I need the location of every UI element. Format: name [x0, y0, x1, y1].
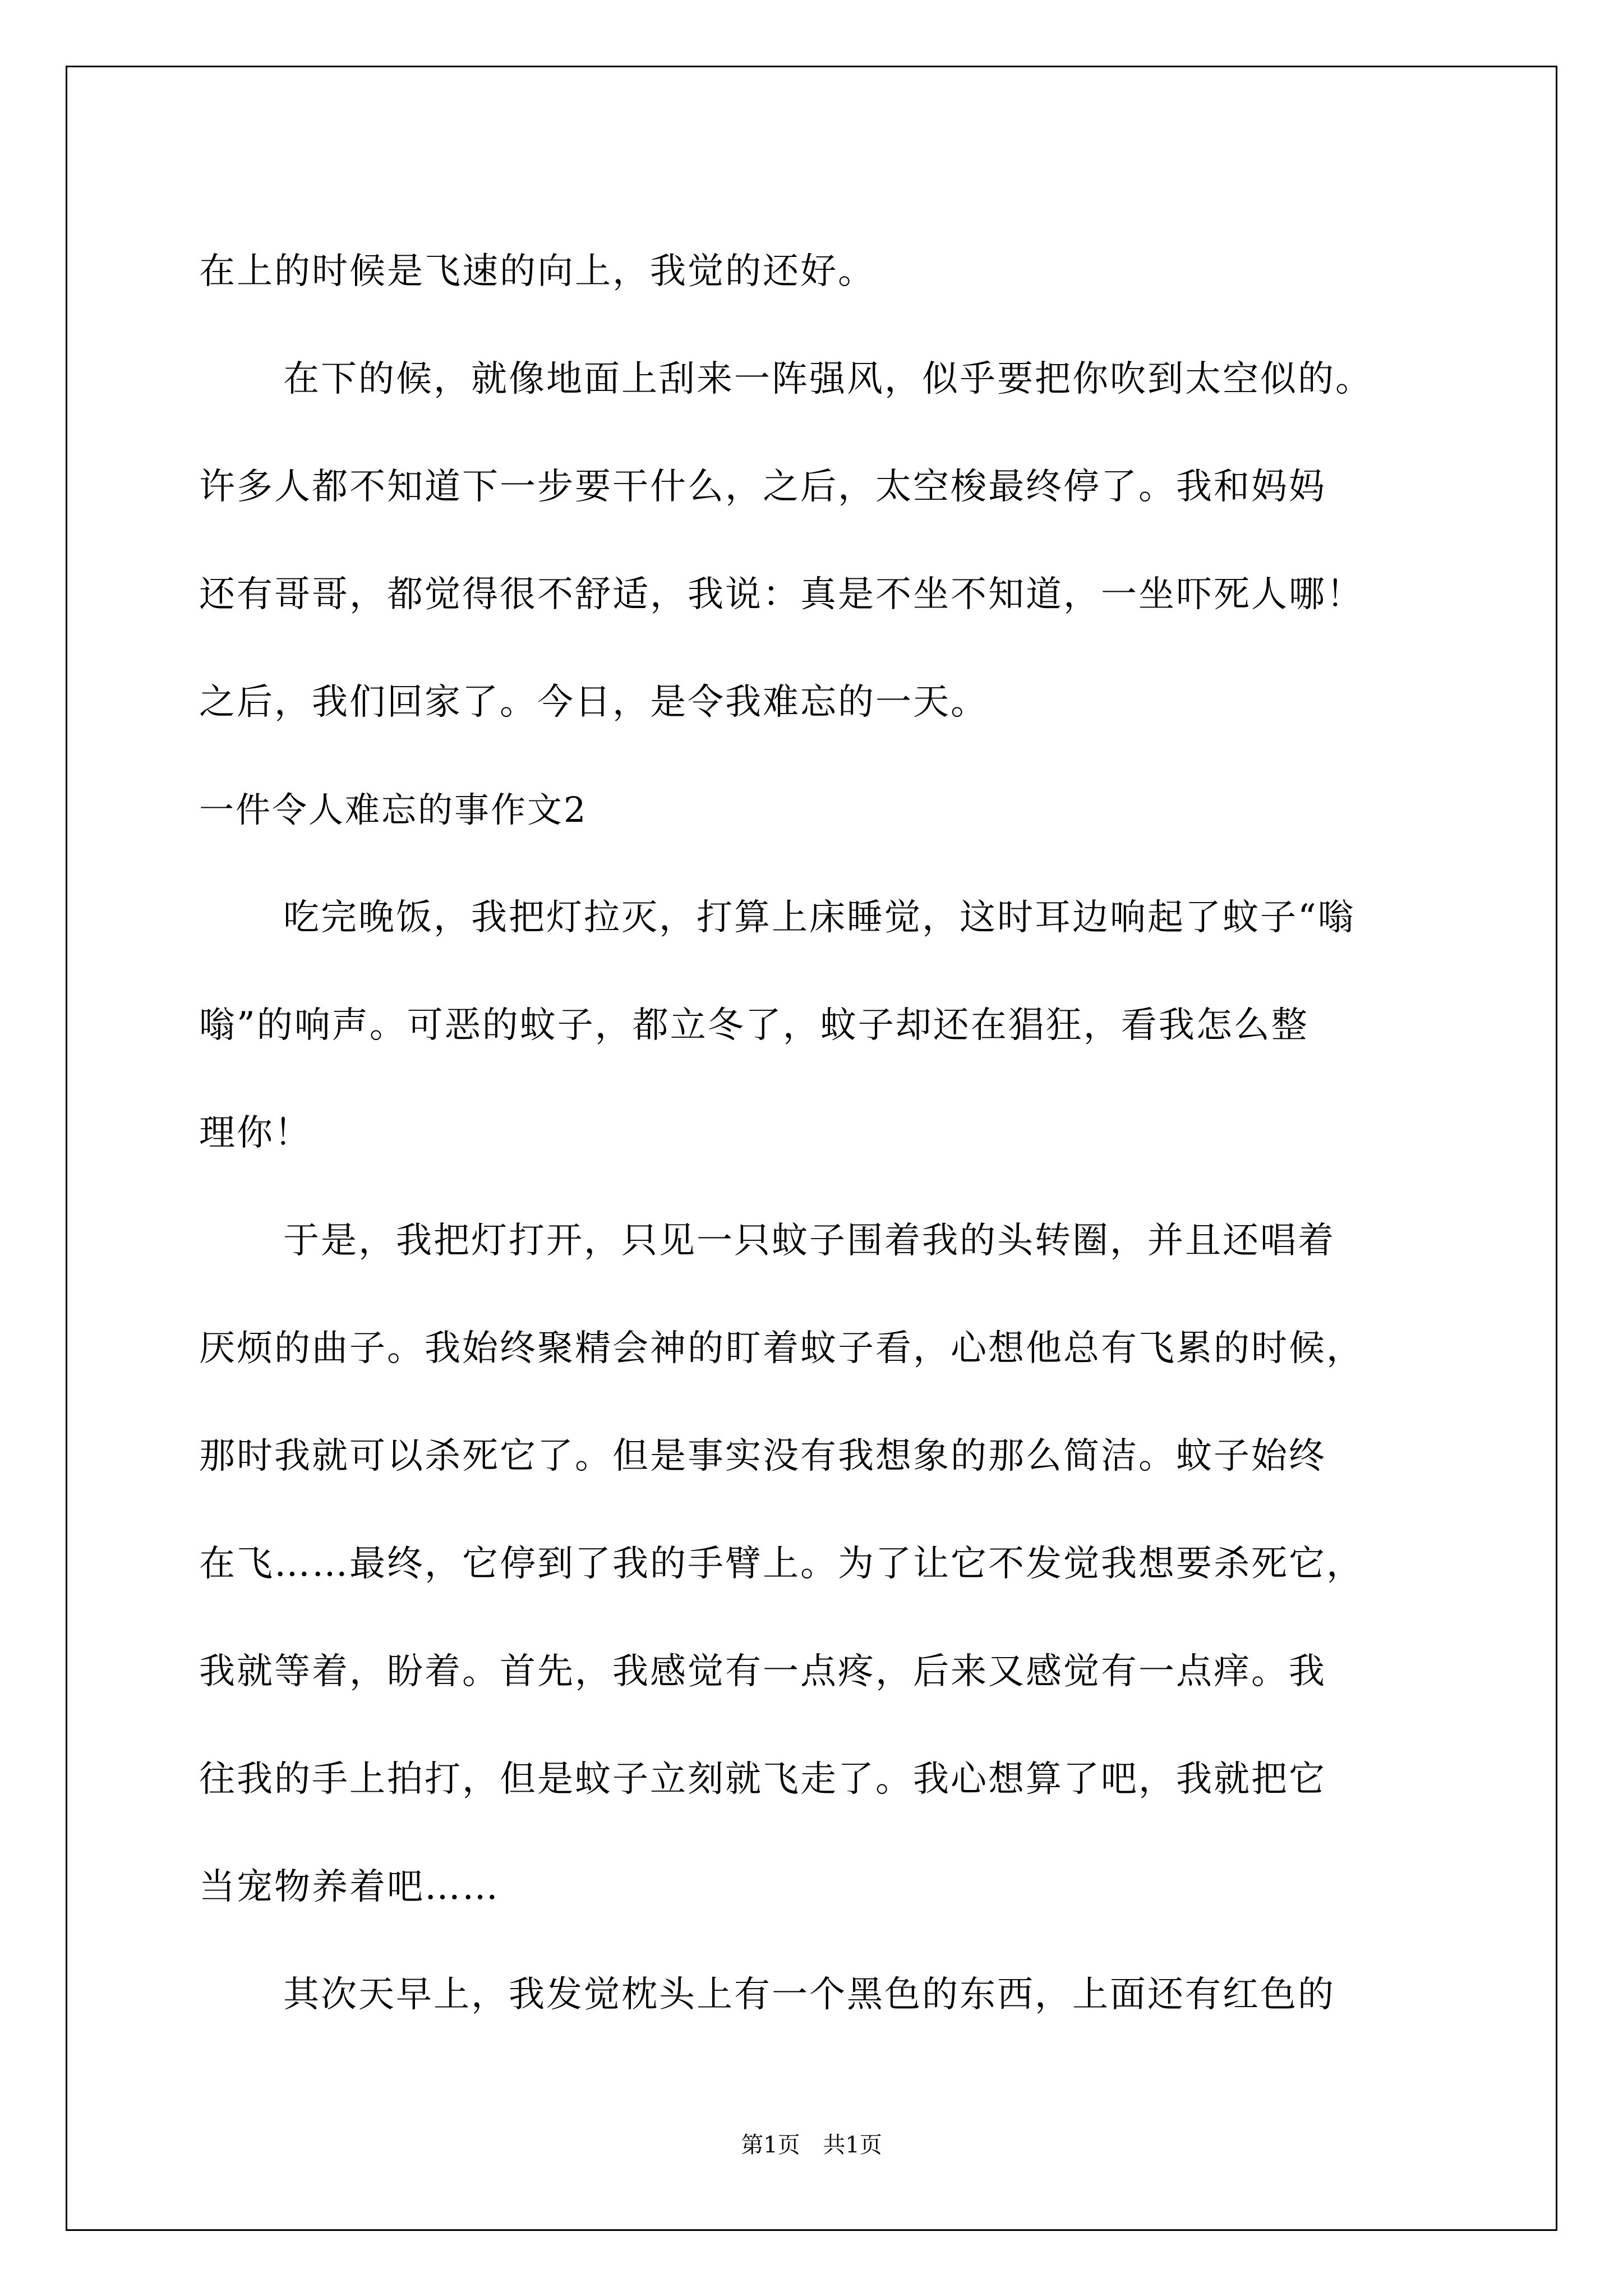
section-heading: 一件令人难忘的事作文2: [199, 789, 588, 830]
page-footer: [0, 2132, 1623, 2159]
document-body: [199, 218, 1433, 2049]
text-line: 我就等着，盼着。首先，我感觉有一点疼，后来又感觉有一点痒。我: [199, 1651, 1326, 1692]
paragraph-start-line: 其次天早上，我发觉枕头上有一个黑色的东西，上面还有红色的: [283, 1974, 1335, 2016]
text-line: 之后，我们回家了。今日，是令我难忘的一天。: [199, 682, 988, 723]
paragraph-start-line: 于是，我把灯打开，只见一只蚊子围着我的头转圈，并且还唱着: [283, 1220, 1335, 1262]
text-line: 嗡”的响声。可恶的蚊子，都立冬了，蚊子却还在猖狂，看我怎么整: [199, 1005, 1309, 1046]
text-line: 还有哥哥，都觉得很不舒适，我说：真是不坐不知道，一坐吓死人哪！: [199, 574, 1364, 615]
page-number: 第1页: [741, 2132, 800, 2158]
text-line: 厌烦的曲子。我始终聚精会神的盯着蚊子看，心想他总有飞累的时候，: [199, 1328, 1364, 1369]
page-total: 共1页: [823, 2132, 882, 2158]
text-line: 理你！: [199, 1112, 312, 1154]
text-line: 那时我就可以杀死它了。但是事实没有我想象的那么简洁。蚊子始终: [199, 1435, 1326, 1477]
text-line: 当宠物养着吧……: [199, 1866, 500, 1908]
text-line: 在飞……最终，它停到了我的手臂上。为了让它不发觉我想要杀死它，: [199, 1543, 1364, 1585]
text-line: 许多人都不知道下一步要干什么，之后，太空梭最终停了。我和妈妈: [199, 466, 1326, 508]
text-line: 往我的手上拍打，但是蚊子立刻就飞走了。我心想算了吧，我就把它: [199, 1759, 1326, 1800]
paragraph-start-line: 吃完晚饭，我把灯拉灭，打算上床睡觉，这时耳边响起了蚊子“嗡: [283, 897, 1355, 938]
text-line: 在上的时候是飞速的向上，我觉的还好。: [199, 251, 875, 292]
paragraph-start-line: 在下的候，就像地面上刮来一阵强风，似乎要把你吹到太空似的。: [283, 358, 1373, 400]
